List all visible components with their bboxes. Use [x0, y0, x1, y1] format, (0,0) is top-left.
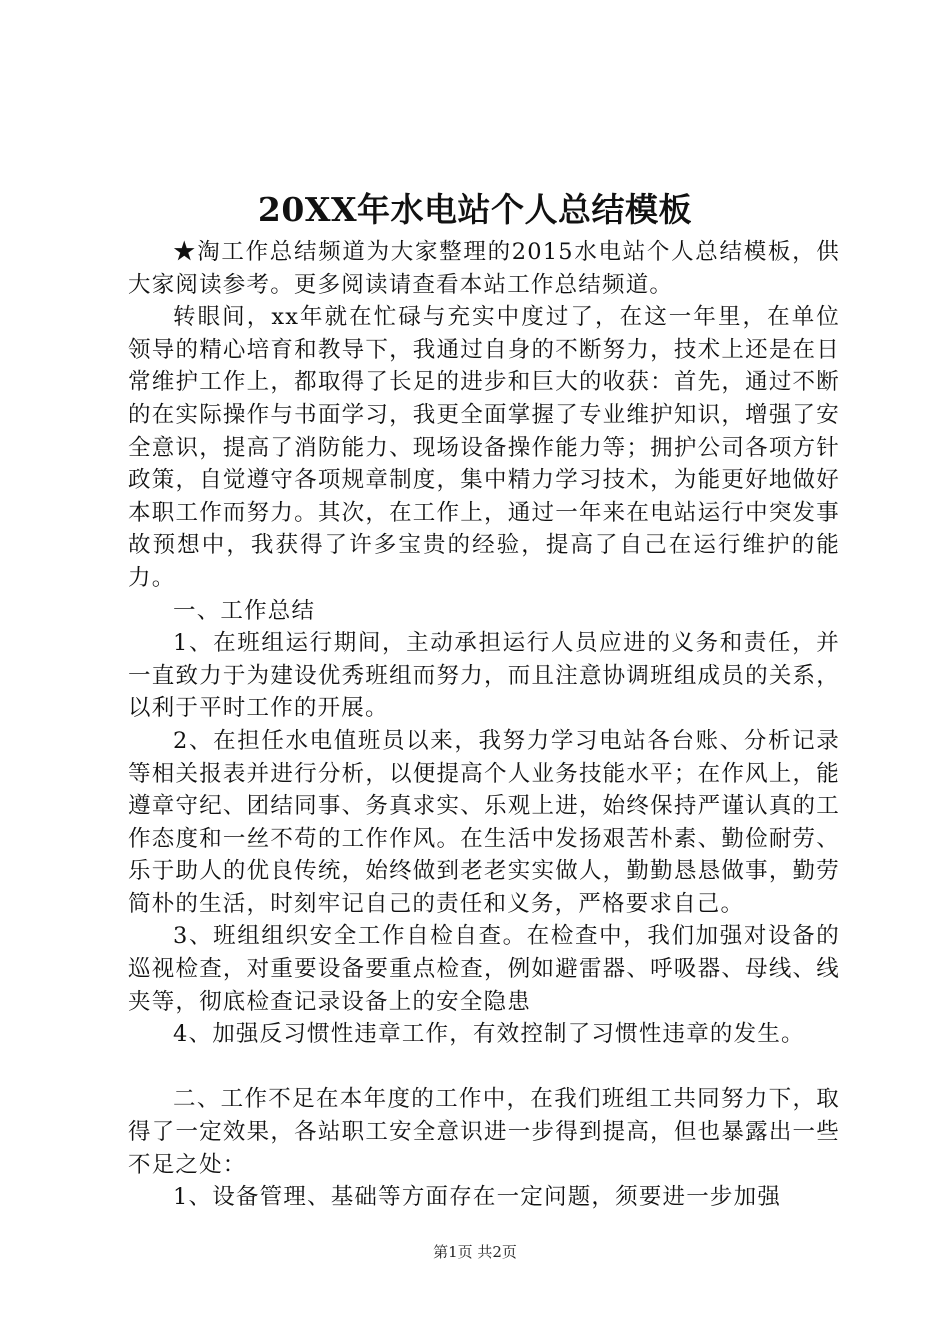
list-item: 2、在担任水电值班员以来，我努力学习电站各台账、分析记录等相关报表并进行分析，以便提高个人业务技能水平；在作风上，能遵章守纪、团结同事、务真求实、乐观上进，始终保持严谨认真的工作态度和一丝不苟的工作作风。在生活中发扬艰苦朴素、勤俭耐劳、乐于助人的优良传统，始终做到老老实实做人，勤勤恳恳做事，勤劳简朴的生活，时刻牢记自己的责任和义务，严格要求自己。 — [128, 727, 840, 917]
document-body — [128, 236, 840, 1214]
page-number-footer: 第1页 共2页 — [433, 1243, 517, 1261]
intro-paragraph: ★淘工作总结频道为大家整理的2015水电站个人总结模板，供大家阅读参考。更多阅读请查看本站工作总结频道。 — [128, 239, 840, 298]
list-item: 1、设备管理、基础等方面存在一定问题，须要进一步加强 — [173, 1184, 782, 1211]
list-item: 3、班组组织安全工作自检自查。在检查中，我们加强对设备的巡视检查，对重要设备要重点检查，例如避雷器、呼吸器、母线、线夹等，彻底检查记录设备上的安全隐患 — [128, 923, 840, 1015]
section-heading-shortcomings: 二、工作不足在本年度的工作中，在我们班组工共同努力下，取得了一定效果，各站职工安全意识进一步得到提高，但也暴露出一些不足之处： — [128, 1086, 840, 1178]
list-item: 1、在班组运行期间，主动承担运行人员应进的义务和责任，并一直致力于为建设优秀班组而努力，而且注意协调班组成员的关系，以利于平时工作的开展。 — [128, 630, 840, 722]
list-item: 4、加强反习惯性违章工作，有效控制了习惯性违章的发生。 — [173, 1021, 805, 1048]
section-heading-work-summary: 一、工作总结 — [173, 597, 316, 624]
body-paragraph: 转眼间，xx年就在忙碌与充实中度过了，在这一年里，在单位领导的精心培育和教导下，我通过自身的不断努力，技术上还是在日常维护工作上，都取得了长足的进步和巨大的收获：首先，通过不断的在实际操作与书面学习，我更全面掌握了专业维护知识，增强了安全意识，提高了消防能力、现场设备操作能力等；拥护公司各项方针政策，自觉遵守各项规章制度，集中精力学习技术，为能更好地做好本职工作而努力。其次，在工作上，通过一年来在电站运行中突发事故预想中，我获得了许多宝贵的经验，提高了自己在运行维护的能力。 — [128, 304, 840, 591]
document-title: 20XX年水电站个人总结模板 — [257, 190, 693, 229]
